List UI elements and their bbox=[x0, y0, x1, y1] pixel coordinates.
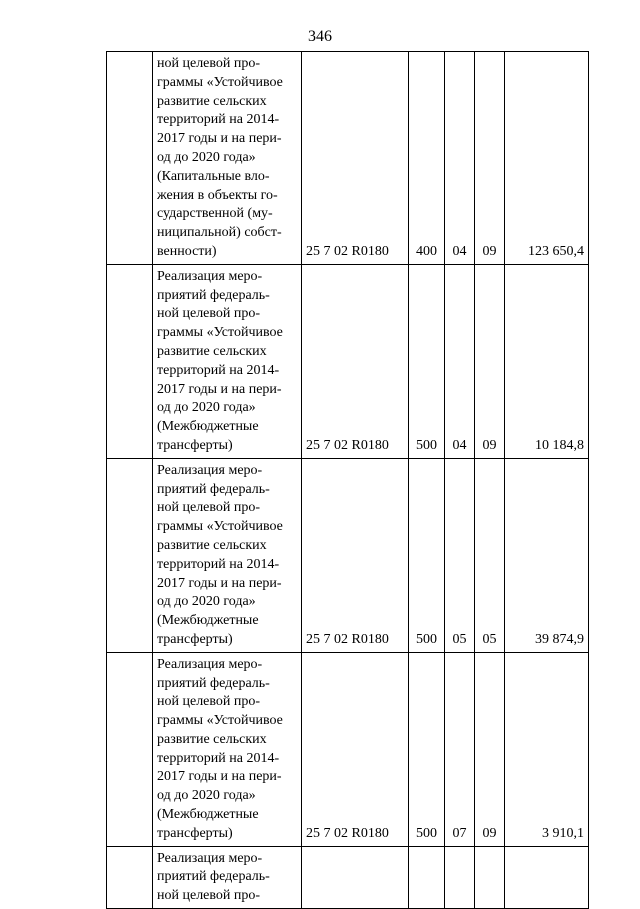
cell-sum bbox=[505, 846, 589, 908]
cell-name bbox=[153, 652, 302, 846]
name-line: (Межбюджетные bbox=[157, 807, 259, 823]
cell-rz: 04 bbox=[445, 264, 475, 458]
table-row bbox=[107, 846, 589, 908]
name-line: развитие сельских bbox=[157, 537, 267, 553]
cell-rz: 07 bbox=[445, 652, 475, 846]
cell-sum: 3 910,1 bbox=[505, 652, 589, 846]
name-line: ной целевой про- bbox=[157, 306, 261, 322]
cell-empty bbox=[107, 458, 153, 652]
page-number: 346 bbox=[308, 28, 332, 45]
name-line: приятий федераль- bbox=[157, 675, 270, 691]
name-line: приятий федераль- bbox=[157, 869, 270, 885]
cell-code: 25 7 02 R0180 bbox=[302, 264, 409, 458]
name-line: сударственной (му- bbox=[157, 206, 273, 222]
cell-code: 25 7 02 R0180 bbox=[302, 458, 409, 652]
name-line: (Капитальные вло- bbox=[157, 168, 270, 184]
name-line: од до 2020 года» bbox=[157, 149, 256, 165]
name-line: 2017 годы и на пери- bbox=[157, 769, 282, 785]
cell-vr: 400 bbox=[409, 52, 445, 265]
cell-vr bbox=[409, 846, 445, 908]
name-line: жения в объекты го- bbox=[157, 187, 278, 203]
name-line: Реализация меро- bbox=[157, 656, 263, 672]
name-line: развитие сельских bbox=[157, 343, 267, 359]
cell-code: 25 7 02 R0180 bbox=[302, 652, 409, 846]
table-row bbox=[107, 264, 589, 458]
name-line: (Межбюджетные bbox=[157, 613, 259, 629]
name-line: ной целевой про- bbox=[157, 500, 261, 516]
name-line: территорий на 2014- bbox=[157, 112, 280, 128]
name-line: ниципальной) собст- bbox=[157, 225, 282, 241]
name-line: граммы «Устойчивое bbox=[157, 74, 283, 90]
name-line: од до 2020 года» bbox=[157, 788, 256, 804]
cell-vr: 500 bbox=[409, 652, 445, 846]
cell-pr: 09 bbox=[475, 652, 505, 846]
name-line: развитие сельских bbox=[157, 93, 267, 109]
cell-name bbox=[153, 264, 302, 458]
table-row bbox=[107, 52, 589, 265]
name-line: трансферты) bbox=[157, 631, 233, 647]
table-body bbox=[107, 52, 589, 909]
cell-name bbox=[153, 52, 302, 265]
name-line: (Межбюджетные bbox=[157, 419, 259, 435]
cell-rz: 05 bbox=[445, 458, 475, 652]
cell-sum: 123 650,4 bbox=[505, 52, 589, 265]
name-line: 2017 годы и на пери- bbox=[157, 381, 282, 397]
cell-vr: 500 bbox=[409, 458, 445, 652]
name-line: Реализация меро- bbox=[157, 850, 263, 866]
cell-empty bbox=[107, 846, 153, 908]
name-line: Реализация меро- bbox=[157, 462, 263, 478]
cell-pr: 09 bbox=[475, 264, 505, 458]
cell-name bbox=[153, 846, 302, 908]
cell-empty bbox=[107, 52, 153, 265]
name-line: трансферты) bbox=[157, 825, 233, 841]
cell-vr: 500 bbox=[409, 264, 445, 458]
name-line: Реализация меро- bbox=[157, 268, 263, 284]
cell-pr bbox=[475, 846, 505, 908]
cell-empty bbox=[107, 652, 153, 846]
name-line: ной целевой про- bbox=[157, 888, 261, 904]
cell-pr: 05 bbox=[475, 458, 505, 652]
cell-code: 25 7 02 R0180 bbox=[302, 52, 409, 265]
cell-code bbox=[302, 846, 409, 908]
budget-table bbox=[106, 51, 589, 909]
cell-empty bbox=[107, 264, 153, 458]
cell-pr: 09 bbox=[475, 52, 505, 265]
cell-sum: 10 184,8 bbox=[505, 264, 589, 458]
name-line: 2017 годы и на пери- bbox=[157, 131, 282, 147]
name-line: венности) bbox=[157, 243, 217, 259]
name-line: ной целевой про- bbox=[157, 694, 261, 710]
name-line: приятий федераль- bbox=[157, 481, 270, 497]
name-line: территорий на 2014- bbox=[157, 362, 280, 378]
cell-rz: 04 bbox=[445, 52, 475, 265]
name-line: развитие сельских bbox=[157, 731, 267, 747]
name-line: граммы «Устойчивое bbox=[157, 713, 283, 729]
name-line: ной целевой про- bbox=[157, 56, 261, 71]
name-line: граммы «Устойчивое bbox=[157, 519, 283, 535]
name-line: 2017 годы и на пери- bbox=[157, 575, 282, 591]
name-line: од до 2020 года» bbox=[157, 594, 256, 610]
name-line: граммы «Устойчивое bbox=[157, 325, 283, 341]
name-line: трансферты) bbox=[157, 437, 233, 453]
cell-rz bbox=[445, 846, 475, 908]
cell-name bbox=[153, 458, 302, 652]
name-line: од до 2020 года» bbox=[157, 400, 256, 416]
name-line: территорий на 2014- bbox=[157, 750, 280, 766]
name-line: приятий федераль- bbox=[157, 287, 270, 303]
table-row bbox=[107, 458, 589, 652]
table-row bbox=[107, 652, 589, 846]
cell-sum: 39 874,9 bbox=[505, 458, 589, 652]
name-line: территорий на 2014- bbox=[157, 556, 280, 572]
